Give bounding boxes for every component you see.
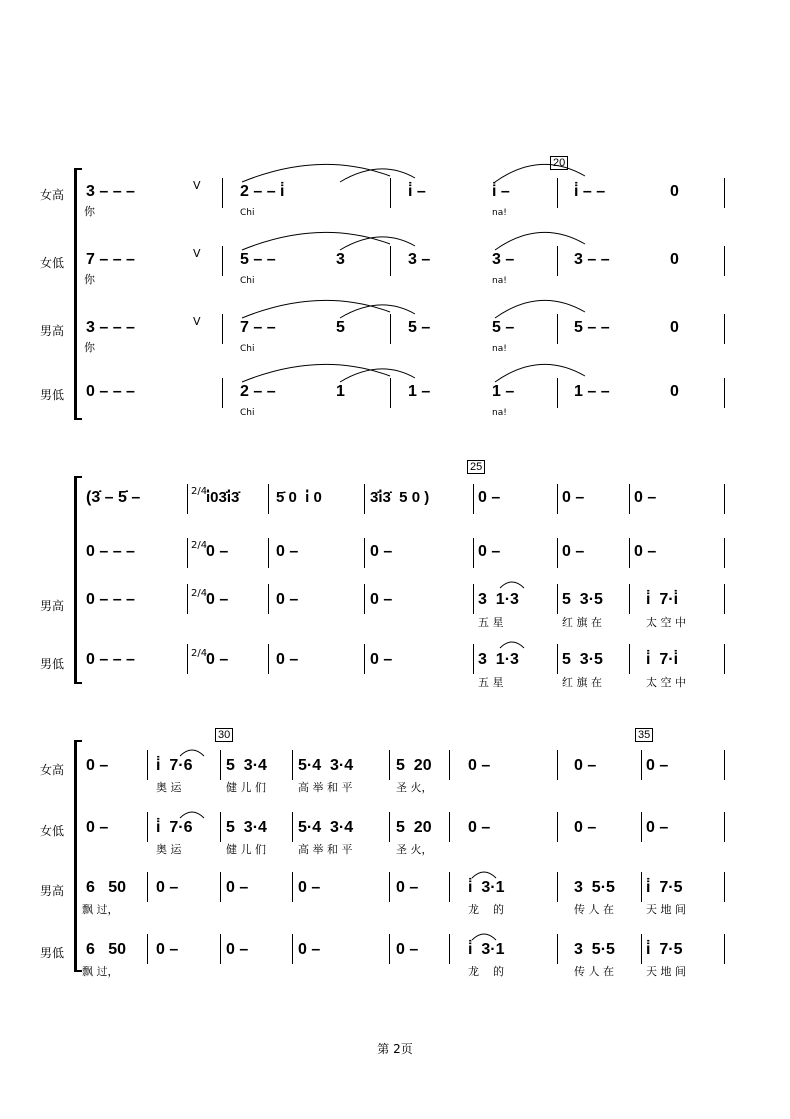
notes: 3 – – (574, 251, 610, 268)
notes: i̇ – (492, 183, 510, 200)
notes: 3 (336, 251, 345, 268)
notes: 0 – (634, 543, 657, 560)
slur (340, 369, 415, 382)
notes: (3̇ – 5̇ – (86, 489, 141, 506)
part-label-bass: 男低 (40, 657, 65, 671)
notes: 0 (670, 319, 679, 336)
notes: i̇ 3·1 (468, 879, 505, 896)
breath-mark: V (193, 247, 201, 260)
notes: 0 – (86, 757, 109, 774)
notes: 0 – – – (86, 591, 135, 608)
notes: 0 – (156, 941, 179, 958)
measure-number-30: 30 (215, 728, 233, 742)
lyric: Chi (240, 344, 255, 354)
time-signature: 2/4 (191, 486, 208, 497)
notes: 5 3·5 (562, 651, 603, 668)
notes: 0 – (370, 651, 393, 668)
notes: 0 – (276, 543, 299, 560)
slur (180, 750, 204, 756)
measure-number-35: 35 (635, 728, 653, 742)
breath-mark: V (193, 315, 201, 328)
lyric: 圣 火， (396, 781, 433, 794)
notes: 3̇i̇3̇ 5 0 ) (370, 489, 430, 506)
lyric: 你 (84, 205, 95, 218)
part-label-alto: 女低 (40, 824, 65, 838)
notes: i̇ 7·6 (156, 819, 193, 836)
notes: 0 – (370, 591, 393, 608)
notes: 1 – (408, 383, 431, 400)
lyric: 飘 过， (82, 965, 119, 978)
notes: 5·4 3·4 (298, 757, 354, 774)
notes: 0 – (478, 489, 501, 506)
lyric: 圣 火， (396, 843, 433, 856)
slur (495, 232, 585, 250)
lyric: 五 星 (478, 676, 504, 689)
notes: 0 – – – (86, 383, 135, 400)
notes: 0 – (226, 879, 249, 896)
notes: 0 – (396, 941, 419, 958)
slur (340, 305, 415, 318)
notes: 5 3·4 (226, 819, 267, 836)
notes: 5 3·4 (226, 757, 267, 774)
lyric: Chi (240, 408, 255, 418)
notes: 5 – (408, 319, 431, 336)
part-label-tenor: 男高 (40, 324, 65, 338)
lyric: 红 旗 在 (562, 616, 602, 629)
notes: 7 – – (240, 319, 276, 336)
measure-number-25: 25 (467, 460, 485, 474)
notes: 5̇ 0 i̇ 0 (276, 489, 322, 506)
notes: 0 – (574, 819, 597, 836)
lyric: na! (492, 208, 507, 218)
slur (495, 300, 585, 318)
part-label-tenor: 男高 (40, 599, 65, 613)
slur (495, 164, 585, 182)
lyric: na! (492, 344, 507, 354)
time-signature: 2/4 (191, 648, 208, 659)
notes: 0 – (478, 543, 501, 560)
notes: 0 – (86, 819, 109, 836)
notes: 6 50 (86, 941, 127, 958)
time-signature: 2/4 (191, 588, 208, 599)
notes: 0 – (370, 543, 393, 560)
notes: i̇ – – (574, 183, 606, 200)
notes: 0 – (276, 591, 299, 608)
notes: 0 – (206, 543, 229, 560)
slur (472, 872, 496, 878)
slur (495, 364, 585, 382)
notes: 6 50 (86, 879, 127, 896)
part-label-bass: 男低 (40, 946, 65, 960)
lyric: 高 举 和 平 (298, 843, 353, 856)
slur (180, 812, 204, 818)
notes: i̇ 7·i̇ (646, 591, 679, 608)
lyric: na! (492, 408, 507, 418)
notes: i̇ 7·5 (646, 941, 683, 958)
slur (500, 642, 524, 648)
lyric: 传 人 在 (574, 965, 614, 978)
lyric: 五 星 (478, 616, 504, 629)
slur (500, 582, 524, 588)
notes: 2 – – (240, 383, 276, 400)
lyric: 你 (84, 341, 95, 354)
lyric: 高 举 和 平 (298, 781, 353, 794)
notes: 5 (336, 319, 345, 336)
notes: 5 20 (396, 819, 432, 836)
notes: i̇ 7·5 (646, 879, 683, 896)
slur (242, 364, 390, 382)
notes: i̇ 7·6 (156, 757, 193, 774)
lyric: 健 儿 们 (226, 843, 266, 856)
notes: 3 – – – (86, 319, 135, 336)
page-footer: 第 2页 (377, 1042, 413, 1056)
notes: i̇ 3·1 (468, 941, 505, 958)
notes: 0 – (396, 879, 419, 896)
notes: 0 – (562, 543, 585, 560)
lyric: 天 地 间 (646, 965, 686, 978)
part-label-bass: 男低 (40, 388, 65, 402)
slur (242, 300, 390, 318)
notes: 0 (670, 383, 679, 400)
notes: 0 – (206, 591, 229, 608)
notes: 1 (336, 383, 345, 400)
notes: 0 – (646, 757, 669, 774)
slur (472, 934, 496, 940)
breath-mark: V (193, 179, 201, 192)
lyric: Chi (240, 208, 255, 218)
notes: 3 1·3 (478, 591, 519, 608)
lyric: 健 儿 们 (226, 781, 266, 794)
notes: 5·4 3·4 (298, 819, 354, 836)
notes: 0 (670, 183, 679, 200)
notes: 3 5·5 (574, 941, 615, 958)
notes: 3 5·5 (574, 879, 615, 896)
part-label-tenor: 男高 (40, 884, 65, 898)
part-label-soprano: 女高 (40, 763, 65, 777)
measure-number-20: 20 (550, 156, 568, 170)
notes: 5 20 (396, 757, 432, 774)
notes: 2 – – i̇ (240, 183, 285, 200)
part-label-soprano: 女高 (40, 188, 65, 202)
notes: 3 – (408, 251, 431, 268)
lyric: 飘 过， (82, 903, 119, 916)
notes: 5 – – (574, 319, 610, 336)
lyric: na! (492, 276, 507, 286)
notes: 0 – (468, 757, 491, 774)
notes: 0 – (206, 651, 229, 668)
slur (340, 237, 415, 250)
time-signature: 2/4 (191, 540, 208, 551)
notes: 3 – – – (86, 183, 135, 200)
notes: i̇03̇i̇3̇ (206, 489, 240, 506)
notes: 1 – (492, 383, 515, 400)
notes: i̇ 7·i̇ (646, 651, 679, 668)
lyric: 龙 的 (468, 965, 504, 978)
notes: 7 – – – (86, 251, 135, 268)
notes: 0 – (298, 941, 321, 958)
notes: i̇ – (408, 183, 426, 200)
notes: 5 3·5 (562, 591, 603, 608)
lyric: Chi (240, 276, 255, 286)
notes: 0 – – – (86, 543, 135, 560)
lyric: 奥 运 (156, 843, 182, 856)
lyric: 你 (84, 273, 95, 286)
notes: 0 – (226, 941, 249, 958)
slur (340, 169, 415, 182)
lyric: 奥 运 (156, 781, 182, 794)
part-label-alto: 女低 (40, 256, 65, 270)
notes: 1 – – (574, 383, 610, 400)
notes: 0 – (562, 489, 585, 506)
notes: 5 – (492, 319, 515, 336)
slur (242, 164, 390, 182)
notes: 0 – (298, 879, 321, 896)
notes: 0 (670, 251, 679, 268)
lyric: 太 空 中 (646, 616, 686, 629)
notes: 0 – – – (86, 651, 135, 668)
lyric: 天 地 间 (646, 903, 686, 916)
notes: 0 – (276, 651, 299, 668)
lyric: 红 旗 在 (562, 676, 602, 689)
notes: 3 – (492, 251, 515, 268)
notes: 0 – (574, 757, 597, 774)
notes: 0 – (646, 819, 669, 836)
lyric: 传 人 在 (574, 903, 614, 916)
lyric: 龙 的 (468, 903, 504, 916)
slur (242, 232, 390, 250)
notes: 0 – (156, 879, 179, 896)
notes: 3 1·3 (478, 651, 519, 668)
notes: 0 – (468, 819, 491, 836)
notes: 0 – (634, 489, 657, 506)
notes: 5 – – (240, 251, 276, 268)
lyric: 太 空 中 (646, 676, 686, 689)
